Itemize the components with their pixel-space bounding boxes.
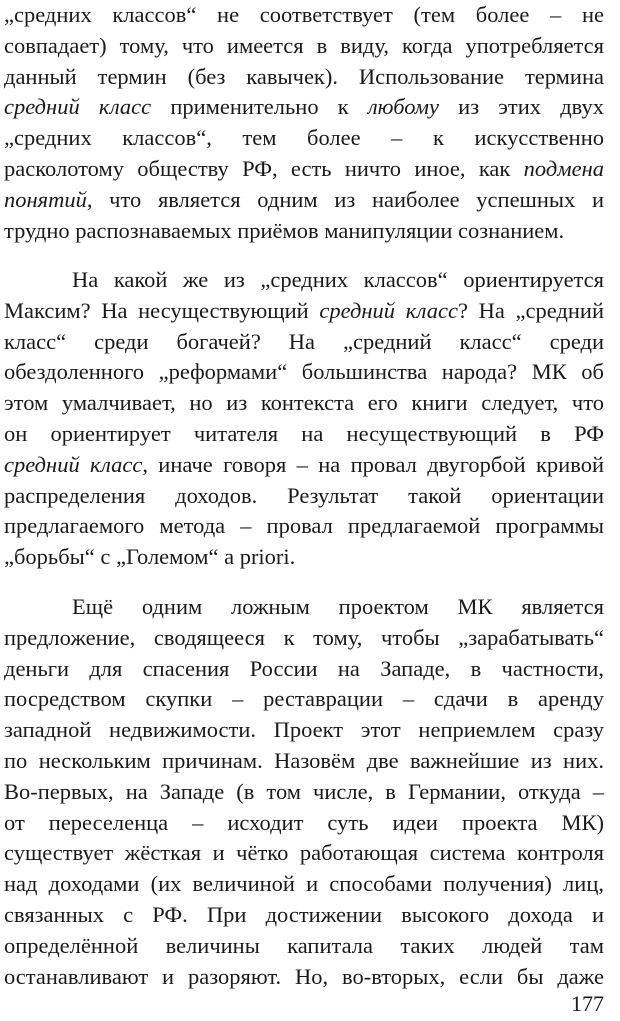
text-segment: „борьбы“ с „Големом“ a priori. xyxy=(4,544,296,570)
text-line xyxy=(4,542,604,573)
text-segment: данный термин (без кавычек). Использование термина xyxy=(4,63,604,89)
text-line xyxy=(4,592,604,623)
text-segment: определённой величины капитала таких людей там xyxy=(4,932,604,958)
text-segment: Во-первых, на Западе (в том числе, в Германии, откуда – xyxy=(4,778,604,804)
text-segment: , иначе говоря – на провал двугорбой кривой xyxy=(142,451,604,477)
text-segment: совпадает) тому, что имеется в виду, когда употребляется xyxy=(4,32,604,58)
italic-text: понятий xyxy=(4,186,87,212)
text-line xyxy=(4,0,604,31)
italic-text: средний класс xyxy=(4,94,152,120)
text-line xyxy=(4,623,604,654)
text-segment: обездоленного „реформами“ большинства народа? МК об xyxy=(4,359,604,385)
text-line xyxy=(4,388,604,419)
text-line xyxy=(4,123,604,154)
text-line xyxy=(4,808,604,839)
text-line xyxy=(4,481,604,512)
text-segment: существует жёсткая и чётко работающая система контроля xyxy=(4,840,604,866)
text-line xyxy=(4,511,604,542)
text-segment: деньги для спасения России на Западе, в частности, xyxy=(4,655,604,681)
italic-text: средний класс xyxy=(4,451,143,477)
text-segment: класс“ среди богачей? На „средний класс“ среди xyxy=(4,328,604,354)
text-line xyxy=(4,31,604,62)
text-line xyxy=(4,684,604,715)
paragraph-2 xyxy=(4,265,604,573)
text-segment: распределения доходов. Результат такой ориентации xyxy=(4,482,604,508)
italic-text: подмена xyxy=(523,155,604,181)
text-line xyxy=(4,419,604,450)
text-line xyxy=(4,931,604,962)
text-segment: над доходами (их величиной и способами получения) лиц, xyxy=(4,871,604,897)
text-line xyxy=(4,654,604,685)
text-line xyxy=(4,869,604,900)
text-segment: применительно к xyxy=(151,94,368,120)
text-segment: он ориентирует читателя на несуществующий в РФ xyxy=(4,420,604,446)
text-line xyxy=(4,746,604,777)
text-segment: , что является одним из наиболее успешных и xyxy=(86,186,604,212)
italic-text: средний класс xyxy=(319,297,458,323)
text-line xyxy=(4,265,604,296)
text-line xyxy=(4,838,604,869)
text-line xyxy=(4,296,604,327)
text-segment: Ещё одним ложным проектом МК является xyxy=(72,594,604,619)
text-segment: трудно распознаваемых приёмов манипуляции сознанием. xyxy=(4,217,565,243)
text-segment: „средних классов“ не соответствует (тем более – не xyxy=(4,2,604,27)
text-segment: На какой же из „средних классов“ ориентируется xyxy=(72,267,604,292)
text-segment: западной недвижимости. Проект этот неприемлем сразу xyxy=(4,717,604,743)
text-segment: останавливают и разоряют. Но, во-вторых, если бы даже xyxy=(4,963,604,989)
text-line xyxy=(4,962,604,993)
text-line xyxy=(4,154,604,185)
italic-text: любому xyxy=(367,94,439,120)
text-line xyxy=(4,357,604,388)
text-segment: этом умалчивает, но из контекста его книги следует, что xyxy=(4,390,604,416)
text-segment: связанных с РФ. При достижении высокого дохода и xyxy=(4,901,604,927)
text-segment: предложение, сводящееся к тому, чтобы „зарабатывать“ xyxy=(4,624,604,650)
text-segment: расколотому обществу РФ, есть ничто иное, как xyxy=(4,155,524,181)
text-line xyxy=(4,777,604,808)
text-segment: Максим? На несуществующий xyxy=(4,297,320,323)
text-segment: из этих двух xyxy=(439,94,605,120)
text-line xyxy=(4,92,604,123)
text-line xyxy=(4,900,604,931)
text-segment: от переселенца – исходит суть идеи проекта МК) xyxy=(4,809,604,835)
text-line xyxy=(4,450,604,481)
page-number: 177 xyxy=(571,991,604,1016)
paragraph-1 xyxy=(4,0,604,246)
text-segment: по нескольким причинам. Назовём две важнейшие из них. xyxy=(4,747,604,773)
text-line xyxy=(4,185,604,216)
text-line xyxy=(4,216,604,247)
text-segment: „средних классов“, тем более – к искусственно xyxy=(4,125,604,151)
text-line xyxy=(4,62,604,93)
text-segment: посредством скупки – реставрации – сдачи в аренду xyxy=(4,686,604,712)
paragraph-3 xyxy=(4,592,604,992)
text-line xyxy=(4,715,604,746)
text-segment: ? На „средний xyxy=(457,297,604,323)
text-line xyxy=(4,327,604,358)
text-segment: предлагаемого метода – провал предлагаемой программы xyxy=(4,513,604,539)
